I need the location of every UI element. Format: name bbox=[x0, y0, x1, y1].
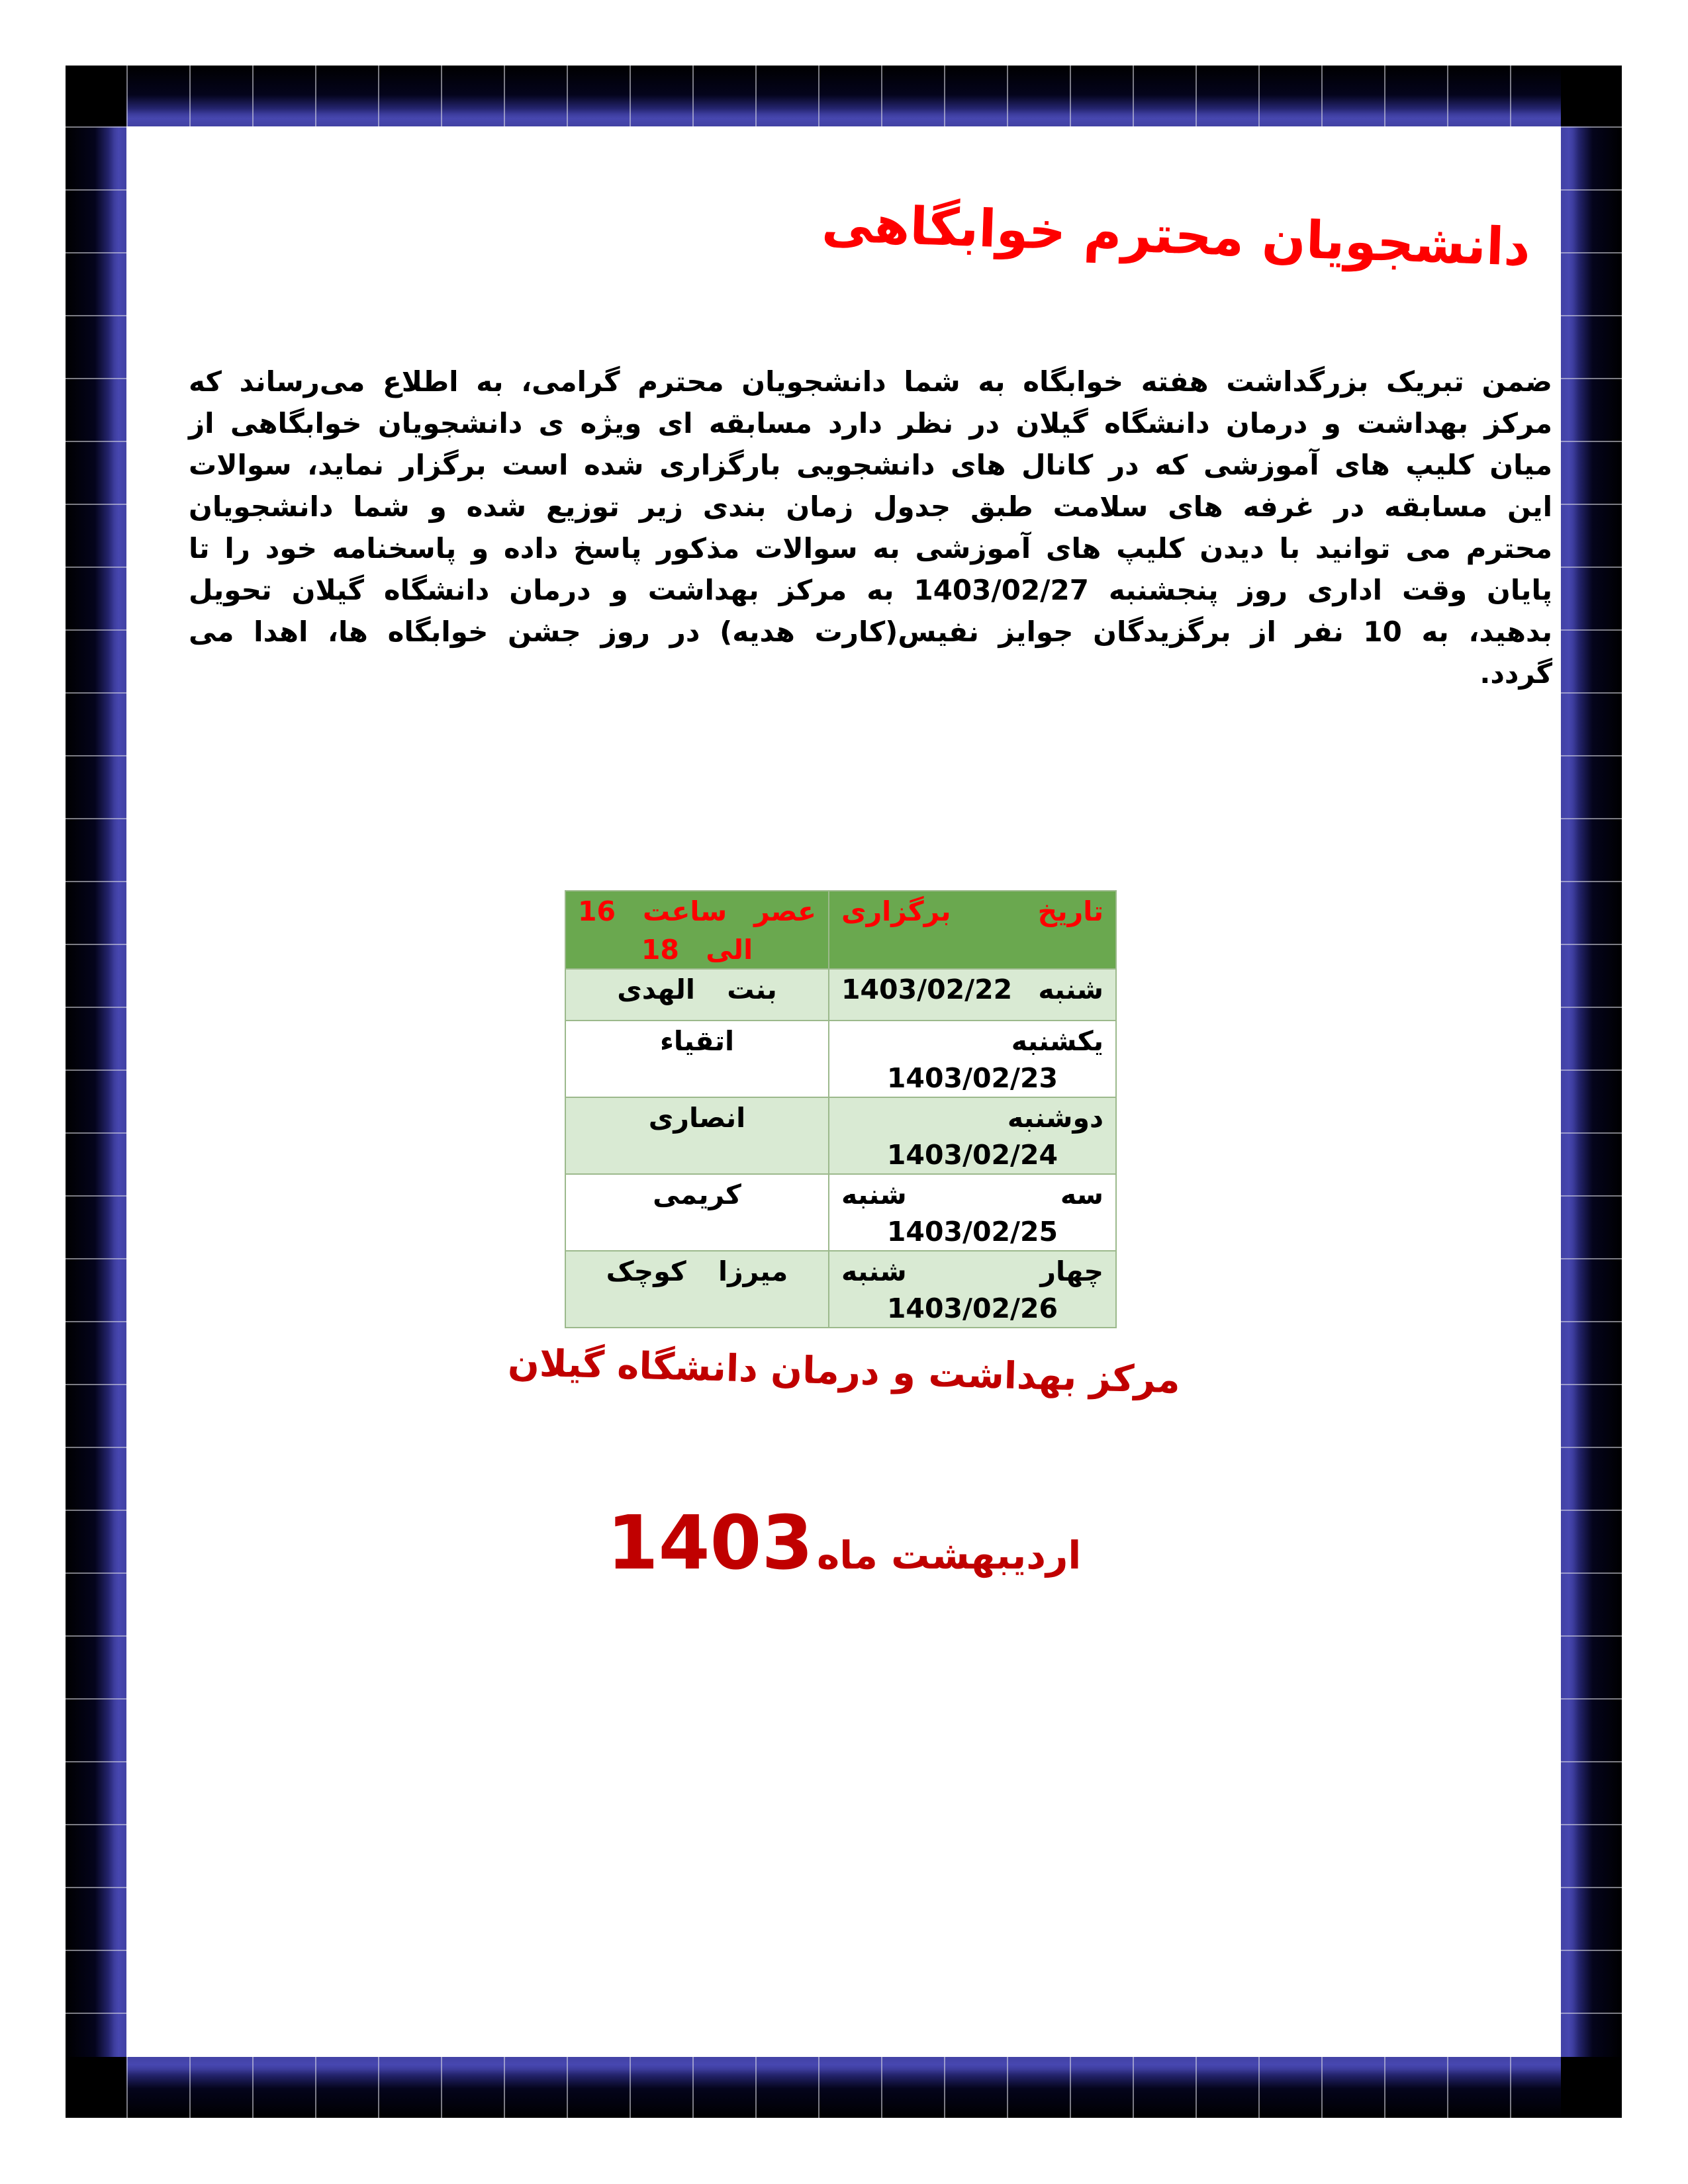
day-label: شنبه bbox=[841, 1255, 907, 1287]
day-label: چهار bbox=[1040, 1255, 1103, 1287]
frame-right-band bbox=[1561, 126, 1622, 2057]
schedule-table-body bbox=[565, 969, 1116, 1328]
header-cell-time bbox=[565, 891, 829, 969]
schedule-row bbox=[565, 1097, 1116, 1174]
day-label: دوشنبه bbox=[1007, 1102, 1103, 1134]
date-value: 1403/02/26 bbox=[886, 1293, 1058, 1324]
dorm-name: کریمی bbox=[653, 1179, 741, 1210]
dorm-name: میرزا کوچک bbox=[606, 1255, 788, 1287]
org-name-calligraphy: مرکز بهداشت و درمان دانشگاه گیلان bbox=[507, 1341, 1181, 1402]
dorm-cell bbox=[565, 969, 829, 1021]
dorm-name: بنت الهدی bbox=[617, 974, 777, 1005]
schedule-row bbox=[565, 1251, 1116, 1328]
day-label: سه bbox=[1060, 1179, 1103, 1210]
header-date-label: تاریخ برگزاری bbox=[841, 895, 1103, 927]
footer-year: 1403 bbox=[606, 1500, 814, 1586]
day-date-cell bbox=[829, 1251, 1116, 1328]
date-value: 1403/02/23 bbox=[886, 1062, 1058, 1094]
dorm-cell bbox=[565, 1097, 829, 1174]
schedule-row bbox=[565, 1021, 1116, 1097]
frame-bottom-band bbox=[126, 2057, 1561, 2118]
date-value: 1403/02/25 bbox=[886, 1216, 1058, 1248]
day-date-cell bbox=[829, 1097, 1116, 1174]
frame-left-band bbox=[66, 126, 126, 2057]
footer-month-label: اردیبهشت ماه bbox=[816, 1533, 1082, 1578]
dorm-cell bbox=[565, 1251, 829, 1328]
date-value: 1403/02/24 bbox=[886, 1139, 1058, 1171]
frame-corner-top-right bbox=[1561, 66, 1622, 126]
dorm-cell bbox=[565, 1021, 829, 1097]
day-label: شنبه bbox=[841, 1179, 907, 1210]
frame-corner-bottom-left bbox=[66, 2057, 126, 2118]
schedule-table bbox=[565, 890, 1117, 1328]
date-value: 1403/02/22 bbox=[841, 974, 1013, 1005]
schedule-row bbox=[565, 969, 1116, 1021]
frame-top-band bbox=[126, 66, 1561, 126]
header-cell-date bbox=[829, 891, 1116, 969]
day-date-cell bbox=[829, 969, 1116, 1021]
schedule-header-row bbox=[565, 891, 1116, 969]
frame-corner-top-left bbox=[66, 66, 126, 126]
dorm-name: اتقیاء bbox=[659, 1025, 735, 1057]
day-label: یکشنبه bbox=[1011, 1025, 1103, 1057]
announcement-paragraph: ضمن تبریک بزرگداشت هفته خوابگاه به شما دانشجویان محترم گرامی، به اطلاع می‌رساند که مرکز بهداشت و درمان دانشگاه گیلان در نظر دارد مسابقه ای ویژه ی دانشجویان خوابگاهی از میان کلیپ های آموزشی که در کانال های دانشجویی بارگزاری شده است برگزار نماید، سوالات این مسابقه در غرفه های سلامت طبق جدول زمان بندی زیر توزیع شده و شما دانشجویان محترم می توانید با دیدن کلیپ های آموزشی به سوالات مذکور پاسخ داده و پاسخنامه خود را تا پایان وقت اداری روز پنجشنبه 1403/02/27 به مرکز بهداشت و درمان دانشگاه گیلان تحویل بدهید، به 10 نفر از برگزیدگان جوایز نفیس(کارت هدیه) در روز جشن خوابگاه ها، اهدا می گردد. bbox=[189, 365, 1553, 690]
dorm-name: انصاری bbox=[648, 1102, 746, 1134]
header-time-line1: عصر ساعت 16 bbox=[578, 895, 816, 927]
document-title-calligraphy: دانشجویان محترم خوابگاهی bbox=[821, 193, 1532, 278]
day-label: شنبه bbox=[1038, 974, 1103, 1005]
schedule-row bbox=[565, 1174, 1116, 1251]
frame-corner-bottom-right bbox=[1561, 2057, 1622, 2118]
footer-date-calligraphy bbox=[0, 1500, 1688, 1605]
header-time-line2: الی 18 bbox=[641, 934, 753, 966]
dorm-cell bbox=[565, 1174, 829, 1251]
day-date-cell bbox=[829, 1174, 1116, 1251]
day-date-cell bbox=[829, 1021, 1116, 1097]
